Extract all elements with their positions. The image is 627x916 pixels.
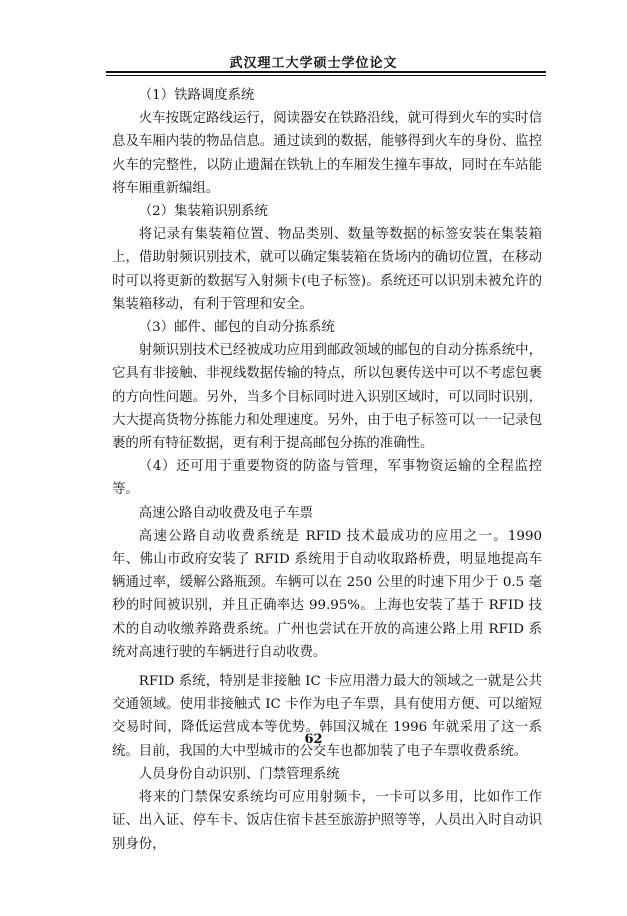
section-heading-mail: （3）邮件、邮包的自动分拣系统: [138, 320, 335, 336]
paragraph-public-transport: RFID 系统，特别是非接触 IC 卡应用潜力最大的领域之一就是公共交通领域。使用非接触式 IC 卡作为电子车票，具有使用方便、可以缩短交易时间，降低运营成本等优势。韩国汉城在 1996 年就采用了这一系统。目前，我国的大中型城市的公交车也都加装了电子车票收费系统。: [112, 674, 542, 759]
section-heading-access-control: 人员身份自动识别、门禁管理系统: [138, 766, 340, 782]
paragraph-container: 将记录有集装箱位置、物品类别、数量等数据的标签安装在集装箱上，借助射频识别技术，就可以确定集装箱在货场内的确切位置，在移动时可以将更新的数据写入射频卡(电子标签)。系统还可以识别未被允许的集装箱移动，有利于管理和安全。: [112, 227, 542, 312]
paragraph-railway: 火车按既定路线运行，阅读器安在铁路沿线，就可得到火车的实时信息及车厢内装的物品信息。通过读到的数据，能够得到火车的身份、监控火车的完整性，以防止遗漏在铁轨上的车厢发生撞车事故，同时在车站能将车厢重新编组。: [112, 111, 542, 196]
page-number: 62: [304, 732, 323, 747]
paragraph-access-control: 将来的门禁保安系统均可应用射频卡，一卡可以多用，比如作工作证、出入证、停车卡、饭店住宿卡甚至旅游护照等等，人员出入时自动识别身份，: [112, 790, 542, 852]
section-heading-highway: 高速公路自动收费及电子车票: [138, 505, 313, 521]
section-heading-railway: （1）铁路调度系统: [138, 88, 255, 103]
page-header-title: 武汉理工大学硕士学位论文: [229, 56, 398, 71]
header-rule-thin: [106, 75, 546, 76]
section-heading-container: （2）集装箱识别系统: [138, 204, 268, 220]
paragraph-mail: 射频识别技术已经被成功应用到邮政领域的邮包的自动分拣系统中，它具有非接触、非视线数据传输的特点，所以包裹传送中可以不考虑包裹的方向性问题。另外，当多个目标同时进入识别区域时，可以同时识别，大大提高货物分拣能力和处理速度。另外，由于电子标签可以一一记录包裹的所有特征数据，更有利于提高邮包分拣的准确性。: [112, 343, 542, 452]
header-rule-thick: [106, 71, 546, 73]
paragraph-highway: 高速公路自动收费系统是 RFID 技术最成功的应用之一。1990 年、佛山市政府安装了 RFID 系统用于自动收取路桥费，明显地提高车辆通过率，缓解公路瓶颈。车辆可以在 250 公里的时速下用少于 0.5 毫秒的时间被识别，并且正确率达 99.95%。上海也安装了基于 RFID 技术的自动收缴养路费系统。广州也尝试在开放的高速公路上用 RFID 系统对高速行驶的车辆进行自动收费。: [112, 528, 542, 660]
paragraph-material-security: （4）还可用于重要物资的防盗与管理，军事物资运输的全程监控等。: [112, 459, 542, 498]
